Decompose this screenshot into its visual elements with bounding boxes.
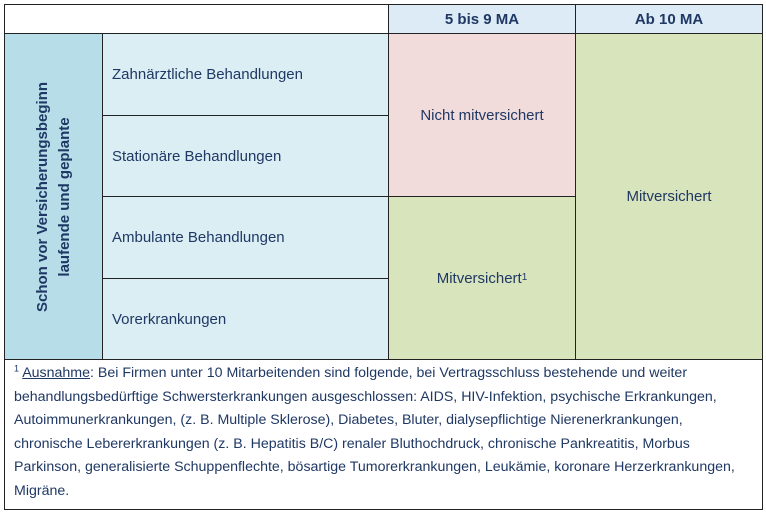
row-outpatient-treatment: Ambulante Behandlungen — [102, 196, 389, 279]
not-insured-cell: Nicht mitversichert — [388, 33, 576, 197]
footnote-text: Bei Firmen unter 10 Mitarbeitenden sind folgende, bei Vertragsschluss bestehende und weiter behandlungsbedürftige Schwersterkrankungen ausgeschlossen: AIDS, HIV-Infektion, psychische Erkrankungen, Autoimmunerkrankungen, (z. B. Multiple Sklerose), Diabetes, Bluter, dialysepflichtige Nierenerkrankungen, chronische Lebererkrankungen (z. B. Hepatitis B/C) renaler Bluthochdruck, chronische Pankreatitis, Morbus Parkinson, generalisierte Schuppenflechte, bösartige Tumorerkrankungen, Leukämie, koronare Herzerkrankungen, Migräne. — [14, 365, 735, 499]
row-dental-treatment: Zahnärztliche Behandlungen — [102, 33, 389, 116]
side-category-label — [32, 81, 76, 311]
row-preexisting-conditions: Vorerkrankungen — [102, 278, 389, 360]
footnote-label: Ausnahme — [22, 365, 91, 381]
insured-with-exception-label: Mitversichert — [436, 269, 522, 287]
side-label-line2: laufende und geplante — [55, 116, 73, 277]
side-label-line1: Schon vor Versicherungsbeginn — [33, 81, 51, 312]
footnote-mark: 1 — [14, 363, 20, 374]
insured-cell: Mitversichert — [575, 33, 763, 360]
header-5-9-employees: 5 bis 9 MA — [388, 4, 576, 34]
row-inpatient-treatment: Stationäre Behandlungen — [102, 115, 389, 198]
insured-with-exception-cell: Mitversichert 1 — [388, 196, 576, 360]
footnote-separator: : — [90, 365, 94, 381]
header-10-plus-employees: Ab 10 MA — [575, 4, 763, 34]
footnote-cell — [4, 359, 763, 510]
header-empty-cell — [4, 4, 389, 34]
side-category-cell — [4, 33, 103, 360]
